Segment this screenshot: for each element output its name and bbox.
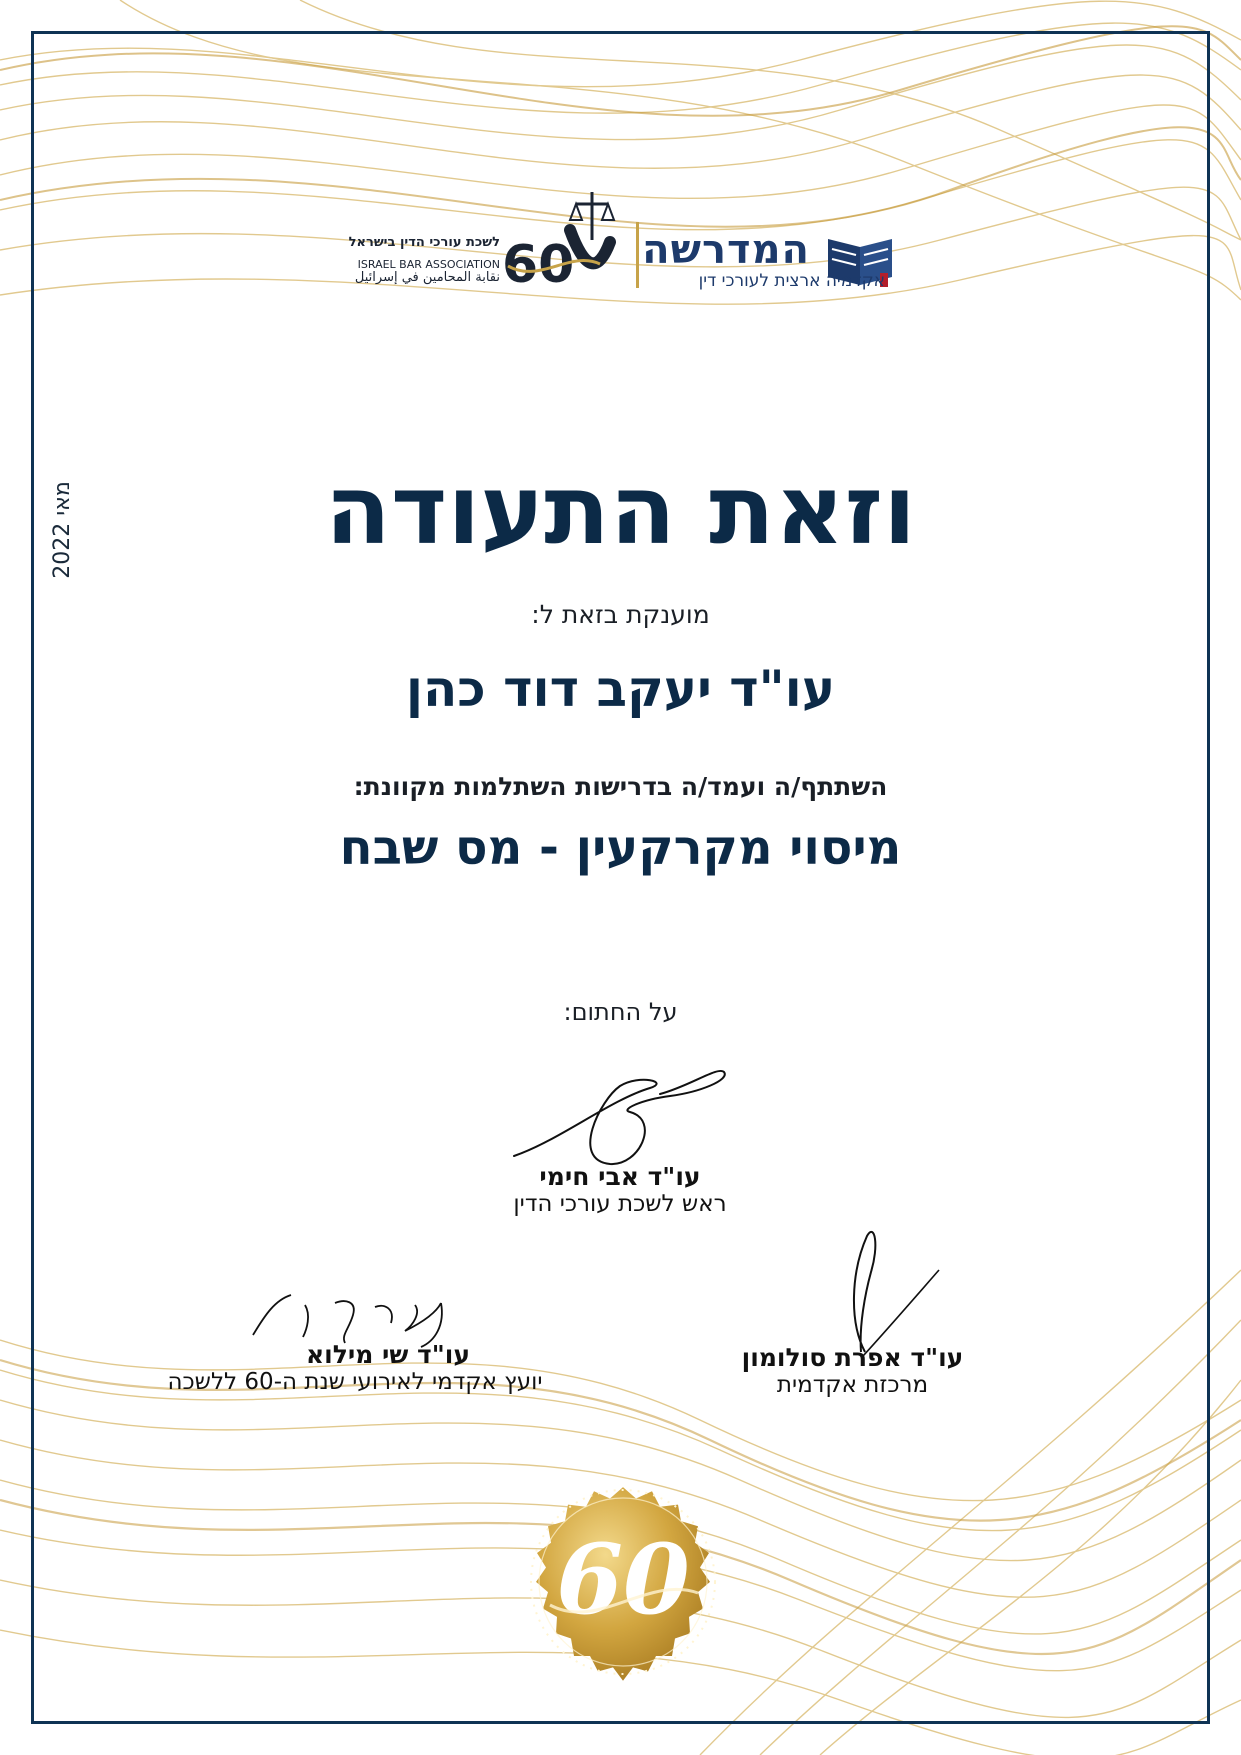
certificate-title: וזאת התעודה [324,454,917,566]
signatory-role: מרכזת אקדמית [776,1372,929,1398]
signatory-efrat-solomon [720,1343,985,1398]
gold-60-seal [498,1455,748,1705]
signatory-name: עו"ד אפרת סולומון [741,1343,964,1372]
madrasha-subtitle: אקדמיה ארצית לעורכי דין [698,271,885,291]
presented-to-label: מוענקת בזאת ל: [531,600,710,629]
signature-efrat-solomon [815,1222,945,1362]
signatory-role: ראש לשכת עורכי הדין [513,1191,727,1217]
certificate-date: מאי 2022 [50,481,75,579]
signatory-shai-milo [130,1340,580,1395]
bar-association-hebrew: לשכת עורכי הדין בישראל [348,235,500,250]
signatory-name: עו"ד אבי חימי [539,1162,701,1191]
participation-text: השתתף/ה ועמד/ה בדרישות השתלמות מקוונת: [353,772,888,801]
logo-divider [636,222,639,288]
seal-number: 60 [556,1523,690,1636]
bar-association-arabic: نقابة المحامين في إسرائيل [354,270,500,285]
bar-60-emblem [500,190,620,290]
signatory-name: עו"ד שי מילוא [305,1340,470,1369]
course-name: מיסוי מקרקעין - מס שבח [339,820,902,876]
madrasha-logo [642,225,900,295]
bar-association-english: ISRAEL BAR ASSOCIATION [357,258,500,271]
bar-60-number: 60 [502,235,575,290]
signature-avi-himi [500,1060,740,1170]
recipient-name: עו"ד יעקב דוד כהן [405,660,836,718]
signatory-role: יועץ אקדמי לאירועי שנת ה-60 ללשכה [167,1369,543,1395]
signatory-avi-himi [470,1162,770,1217]
madrasha-name: המדרשה [642,227,810,273]
signed-by-label: על החתום: [563,998,678,1026]
